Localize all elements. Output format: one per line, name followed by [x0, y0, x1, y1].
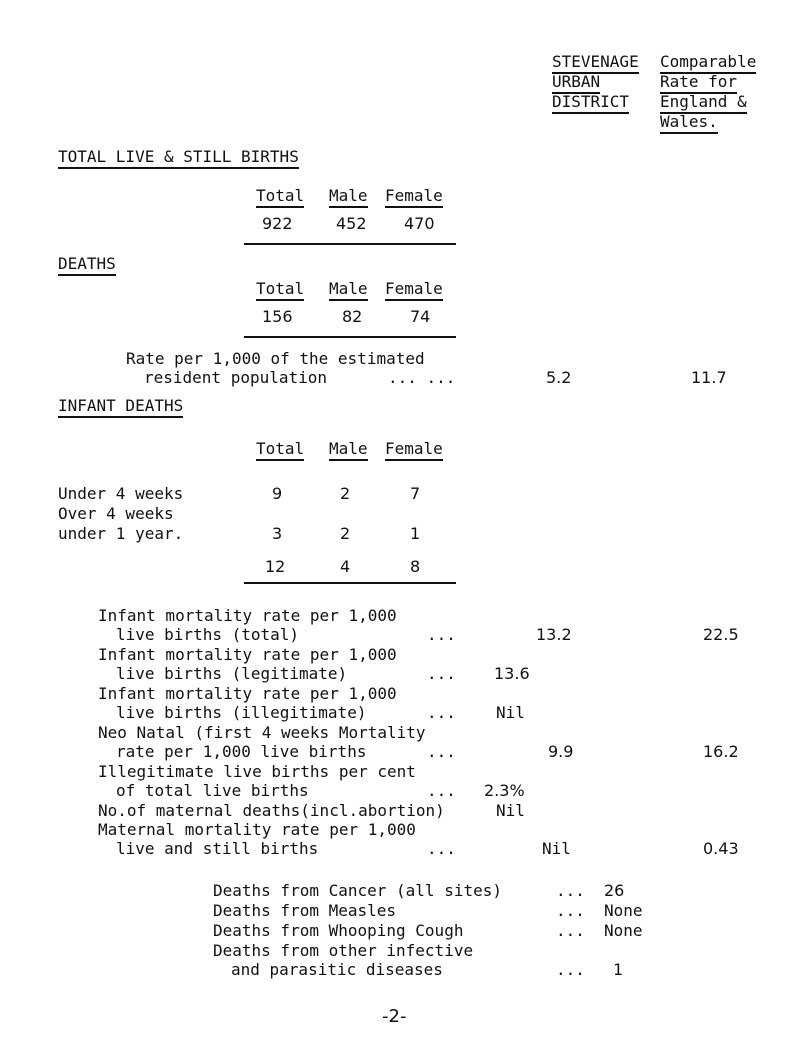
rate-row-line1: Illegitimate live births per cent — [98, 762, 416, 781]
rate-row-line1: No.of maternal deaths(incl.abortion) — [98, 801, 445, 820]
rate-row-dots: ... — [427, 839, 456, 858]
infant-row-female: 1 — [410, 524, 421, 543]
rate-row-line1: Maternal mortality rate per 1,000 — [98, 820, 416, 839]
rate-local: 5.2 — [546, 368, 572, 387]
deaths-female: 74 — [410, 307, 431, 326]
rate-row-mid: 13.6 — [494, 664, 530, 683]
cause-row-dots: ... — [556, 901, 585, 920]
cause-row-label: Deaths from Whooping Cough — [213, 921, 464, 940]
cause-row-label: Deaths from Cancer (all sites) — [213, 881, 502, 900]
infant-col-male: Male — [329, 440, 368, 461]
cause-row-value: 26 — [604, 881, 625, 900]
rate-row-line2: of total live births — [116, 781, 309, 800]
rate-row-line1: Infant mortality rate per 1,000 — [98, 684, 397, 703]
infant-row-female: 7 — [410, 484, 421, 503]
cause-row-label: Deaths from other infective — [213, 941, 474, 960]
header-wales: Wales. — [660, 113, 718, 134]
header-england: England & — [660, 93, 747, 114]
rate-row-mid: 2.3% — [484, 781, 525, 800]
deaths-col-male: Male — [329, 280, 368, 301]
cause-row-value: 1 — [613, 960, 623, 979]
infant-col-total: Total — [256, 440, 304, 461]
rate-row-line2: live births (illegitimate) — [116, 703, 367, 722]
rate-label-line2: resident population — [144, 368, 328, 387]
infant-row-label: Under 4 weeks — [58, 484, 184, 503]
deaths-total: 156 — [262, 307, 293, 326]
page-number: -2- — [382, 1006, 407, 1027]
births-rule — [244, 243, 456, 245]
rate-row-dots: ... — [427, 742, 456, 761]
cause-row-dots: ... — [556, 881, 585, 900]
rate-dots: ... ... — [388, 368, 456, 387]
births-male: 452 — [336, 214, 367, 233]
births-female: 470 — [404, 214, 435, 233]
rate-row-dots: ... — [427, 703, 456, 722]
header-stevenage: STEVENAGE — [552, 53, 639, 74]
rate-row-line1: Neo Natal (first 4 weeks Mortality — [98, 723, 426, 742]
cause-row-label: Deaths from Measles — [213, 901, 397, 920]
deaths-col-female: Female — [385, 280, 443, 301]
births-col-total: Total — [256, 187, 304, 208]
rate-row-mid: Nil — [496, 801, 525, 820]
infant-row-label: Over 4 weeks — [58, 504, 174, 523]
rate-row-dots: ... — [427, 664, 456, 683]
rate-row-local: 13.2 — [536, 625, 572, 644]
header-district: DISTRICT — [552, 93, 629, 114]
rate-row-national: 0.43 — [703, 839, 739, 858]
rate-row-line2: live births (legitimate) — [116, 664, 348, 683]
infant-row-male: 2 — [340, 524, 351, 543]
infant-row-label: under 1 year. — [58, 524, 184, 543]
infant-row-total: 9 — [272, 484, 283, 503]
rate-national: 11.7 — [691, 368, 727, 387]
infant-heading: INFANT DEATHS — [58, 397, 183, 418]
rate-row-line2: live and still births — [116, 839, 319, 858]
infant-col-female: Female — [385, 440, 443, 461]
deaths-male: 82 — [342, 307, 363, 326]
rate-row-national: 16.2 — [703, 742, 739, 761]
rate-row-national: 22.5 — [703, 625, 739, 644]
infant-row-total: 3 — [272, 524, 283, 543]
deaths-heading: DEATHS — [58, 255, 116, 276]
rate-row-dots: ... — [427, 781, 456, 800]
births-col-male: Male — [329, 187, 368, 208]
rate-row-line2: live births (total) — [116, 625, 300, 644]
cause-row-label-line2: and parasitic diseases — [231, 960, 443, 979]
header-urban: URBAN — [552, 73, 600, 94]
deaths-col-total: Total — [256, 280, 304, 301]
rate-row-mid: Nil — [496, 703, 525, 722]
cause-row-value: None — [604, 921, 643, 940]
births-heading: TOTAL LIVE & STILL BIRTHS — [58, 148, 299, 169]
cause-row-dots: ... — [556, 921, 585, 940]
header-rate-for: Rate for — [660, 73, 737, 94]
deaths-rule — [244, 336, 456, 338]
rate-row-line2: rate per 1,000 live births — [116, 742, 367, 761]
infant-total-female: 8 — [410, 557, 421, 576]
cause-row-dots: ... — [556, 960, 585, 979]
infant-rule — [244, 582, 456, 584]
rate-row-local: Nil — [542, 839, 571, 858]
rate-label-line1: Rate per 1,000 of the estimated — [126, 349, 425, 368]
rate-row-local: 9.9 — [548, 742, 574, 761]
births-total: 922 — [262, 214, 293, 233]
infant-total-male: 4 — [340, 557, 351, 576]
infant-row-male: 2 — [340, 484, 351, 503]
infant-total-total: 12 — [265, 557, 286, 576]
rate-row-line1: Infant mortality rate per 1,000 — [98, 606, 397, 625]
rate-row-dots: ... — [427, 625, 456, 644]
header-comparable: Comparable — [660, 53, 756, 74]
cause-row-value: None — [604, 901, 643, 920]
rate-row-line1: Infant mortality rate per 1,000 — [98, 645, 397, 664]
births-col-female: Female — [385, 187, 443, 208]
